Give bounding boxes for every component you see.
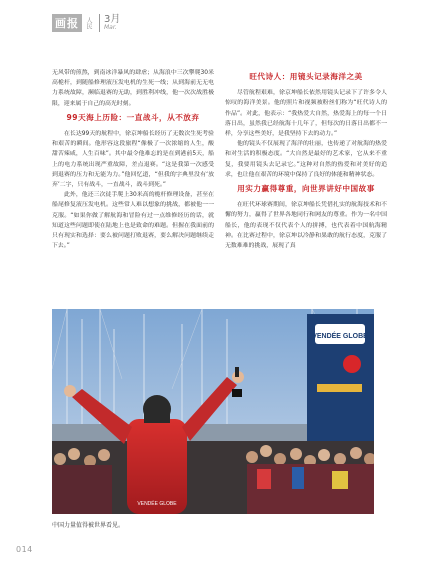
magazine-logo: 画报 <box>52 14 82 32</box>
paragraph: 在旺代环球赛期间，徐京坤船长凭借扎实的航海技术和不懈的努力，赢得了世界各地同行和网友的尊重。作为一名中国船长，他的表现不仅代表个人的拼搏，也代表着中国航海精神。在比赛过程中，徐京坤以冷静和果敢的航行态度，克服了无数难难的挑战，展现了真 <box>225 202 387 250</box>
paragraph: 在长达99天的航程中，徐京坤船长经历了无数次生死考验和艰苦的瞬间。他形容这段旅程“像极了一次浓缩的人生，酸甜苦辣咸，人生百味”。其中最令他难忘的是在到港前5天，船上的电力系统出现严重故障，差点退赛。“这是我第一次感受到退赛的压力和无能为力。”他回忆道，“但我的字典里没有‘放弃’二字，只有战斗，一直战斗，战斗到死。” <box>52 131 214 189</box>
left-column <box>52 68 214 251</box>
magazine-logo-sub: 人民 <box>85 17 92 29</box>
paragraph: 他的镜头不仅展现了海洋的壮丽，也传递了对航海的热爱和对生活的积极态度。“大自然是最好的艺术家，它从来不重复，我要用镜头去记录它。”这种对自然的热爱和对美好的追求，也让他在艰苦的环境中保持了良好的体能和精神状态。 <box>225 141 387 178</box>
masthead-divider <box>99 14 100 32</box>
section-heading: 99天海上历险：一直战斗，从不放弃 <box>66 112 200 122</box>
paragraph: 此外，他还三次徒手爬上30米高的桅杆修理设备，甚至在船尾修复液压发电机。这些常人难以想象的挑战，都被他一一克服。“如果你做了解航海和冒险有过一点维修经历的话，就知道这些问题即使在陆地上也是致命的难题。但握在我面前的只有现实和选择：要么被问题打败退赛，要么解决问题继续走下去。” <box>52 192 214 250</box>
masthead <box>52 12 120 34</box>
issue-month: Mar. <box>104 24 117 31</box>
page-number: 014 <box>16 545 33 554</box>
issue-number: 3月 <box>104 14 121 25</box>
race-photo <box>52 309 374 514</box>
right-column <box>225 68 387 251</box>
banner-text: VENDÉE GLOBE <box>312 333 368 340</box>
photo-caption: 中国力量值得被世界看见。 <box>52 522 125 529</box>
section-heading: 用实力赢得尊重，向世界讲好中国故事 <box>237 184 375 194</box>
issue-date <box>104 15 120 31</box>
section-heading: 旺代诗人：用镜头记录海洋之美 <box>249 72 363 81</box>
svg-text:VENDÉE GLOBE: VENDÉE GLOBE <box>137 501 177 507</box>
paragraph: 无风带的煎熬，到南冰洋暴风的肆虐；从海浪中三次攀爬30米高桅杆，到随船修理液压发电机的生死一线；从到海前无无电力系统故障，濒临退赛的无助，到胜利冲线，他一次次战胜极限，迎来属于自己的高光时刻。 <box>52 70 214 107</box>
paragraph: 尽管航程艰难，徐京坤船长依然用镜头记录下了许多令人惊叹的海洋美景。他的照片和视频被粉丝们称为“旺代诗人的作品”。对此，他表示：“我热爱大自然，热爱海上的每一个日落日出，虽然我已经航海十几年了，但每次的日落日出都不一样，分享这些美好，是我坚持下去的动力。” <box>225 90 387 138</box>
